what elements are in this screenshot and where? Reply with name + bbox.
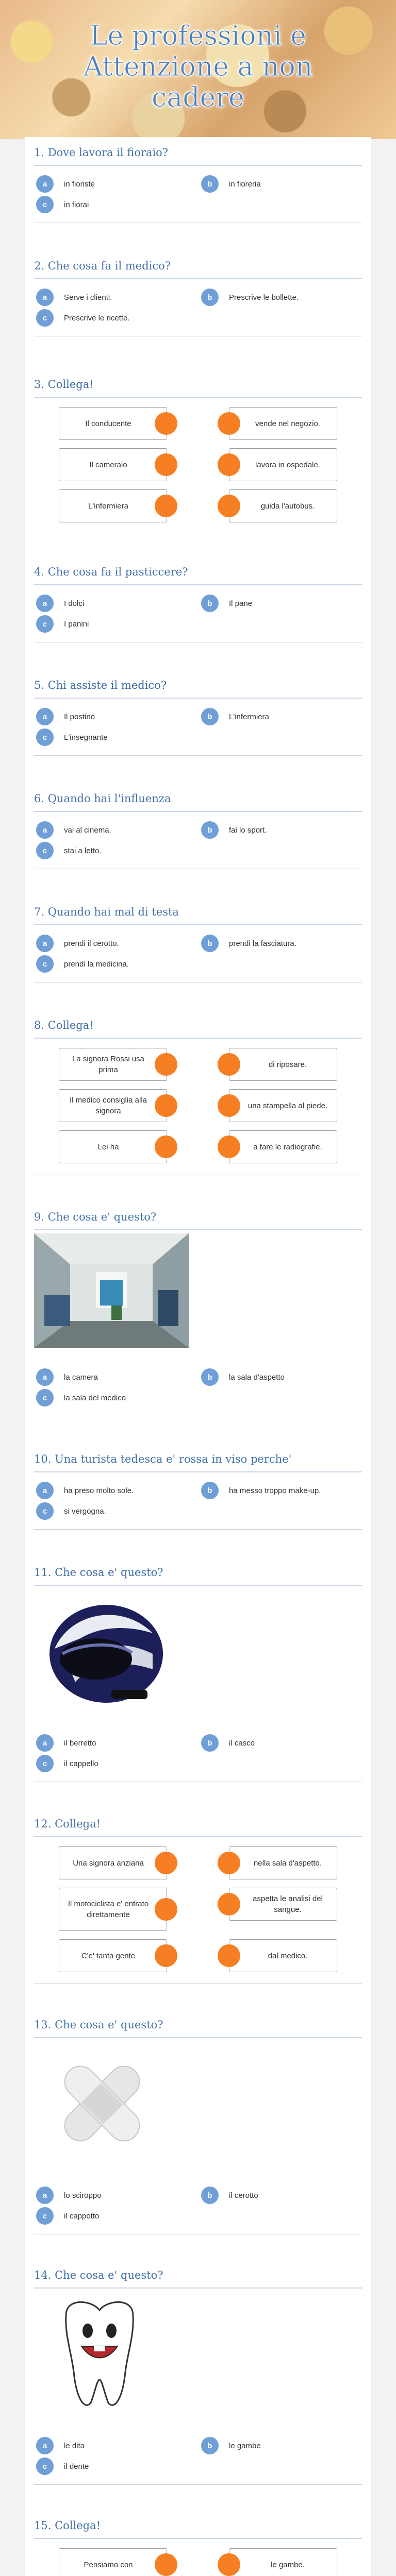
- letter-badge: b: [201, 1482, 219, 1499]
- letter-badge: a: [36, 175, 54, 193]
- question-title: 6. Quando hai l'influenza: [34, 792, 171, 805]
- option-a[interactable]: [36, 1368, 98, 1386]
- match-connector[interactable]: [155, 412, 177, 435]
- divider: [34, 165, 362, 166]
- option-label: ha messo troppo make-up.: [229, 1486, 321, 1495]
- option-label: in fioreria: [229, 179, 261, 189]
- question-title: 11. Che cosa e' questo?: [34, 1566, 163, 1579]
- option-label: in fiorai: [64, 200, 89, 209]
- option-label: Prescrive le bollette.: [229, 293, 299, 302]
- match-connector[interactable]: [218, 1852, 240, 1874]
- letter-badge: a: [36, 935, 54, 952]
- option-b[interactable]: [201, 1368, 285, 1386]
- option-label: il berretto: [64, 1738, 96, 1748]
- title-line: Attenzione a non: [83, 52, 313, 82]
- match-left-item[interactable]: La signora Rossi usa prima: [59, 1048, 167, 1081]
- match-left-item[interactable]: L'infermiera: [59, 489, 167, 522]
- match-connector[interactable]: [155, 1944, 177, 1967]
- letter-badge: b: [201, 2187, 219, 2204]
- match-connector[interactable]: [155, 1852, 177, 1874]
- match-connector[interactable]: [155, 1136, 177, 1158]
- match-left-item[interactable]: C'e' tanta gente: [59, 1939, 167, 1972]
- option-a[interactable]: [36, 821, 111, 839]
- question-title: 2. Che cosa fa il medico?: [34, 260, 171, 272]
- option-c[interactable]: [36, 842, 102, 859]
- letter-badge: c: [36, 196, 54, 213]
- divider: [34, 924, 362, 925]
- match-connector[interactable]: [218, 1944, 240, 1967]
- option-label: prendi la fasciatura.: [229, 939, 296, 948]
- option-label: Il postino: [64, 712, 95, 721]
- letter-badge: c: [36, 728, 54, 746]
- match-connector[interactable]: [155, 1053, 177, 1076]
- option-c[interactable]: [36, 1502, 106, 1520]
- option-label: il cerotto: [229, 2191, 258, 2200]
- option-a[interactable]: [36, 2437, 85, 2454]
- option-b[interactable]: [201, 935, 296, 952]
- letter-badge: c: [36, 309, 54, 327]
- header-banner: [0, 0, 396, 139]
- match-connector[interactable]: [218, 2553, 240, 2576]
- option-c[interactable]: [36, 1755, 98, 1772]
- match-right-item[interactable]: dal medico.: [229, 1939, 337, 1972]
- match-left-item[interactable]: Una signora anziana: [59, 1846, 167, 1879]
- question-title: 10. Una turista tedesca e' rossa in viso perche': [34, 1453, 292, 1465]
- question-title: 13. Che cosa e' questo?: [34, 2019, 163, 2031]
- match-right-item[interactable]: le gambe.: [229, 2548, 337, 2576]
- option-a[interactable]: [36, 175, 95, 193]
- letter-badge: c: [36, 1755, 54, 1772]
- divider: [34, 2037, 362, 2038]
- match-connector[interactable]: [155, 2553, 177, 2576]
- divider: [34, 2538, 362, 2539]
- option-label: stai a letto.: [64, 846, 102, 855]
- option-a[interactable]: [36, 289, 112, 306]
- match-connector[interactable]: [218, 1053, 240, 1076]
- option-label: prendi la medicina.: [64, 959, 129, 969]
- option-label: I panini: [64, 619, 89, 629]
- divider: [34, 811, 362, 812]
- letter-badge: c: [36, 1389, 54, 1406]
- option-c[interactable]: [36, 728, 108, 746]
- divider: [34, 2484, 362, 2485]
- letter-badge: b: [201, 821, 219, 839]
- option-label: L'infermiera: [229, 712, 269, 721]
- letter-badge: a: [36, 708, 54, 725]
- option-c[interactable]: [36, 2458, 89, 2475]
- match-connector[interactable]: [155, 1094, 177, 1117]
- letter-badge: c: [36, 955, 54, 973]
- page-title: [0, 21, 396, 113]
- question-title: 4. Che cosa fa il pasticcere?: [34, 566, 188, 578]
- option-label: la camera: [64, 1372, 98, 1382]
- divider: [34, 2287, 362, 2289]
- cartoon-tooth-image: [51, 2295, 148, 2413]
- match-left-item[interactable]: Il cameraio: [59, 448, 167, 481]
- option-label: lo sciroppo: [64, 2191, 102, 2200]
- letter-badge: b: [201, 708, 219, 725]
- divider: [34, 278, 362, 279]
- match-left-item[interactable]: Il conducente: [59, 407, 167, 440]
- letter-badge: a: [36, 595, 54, 612]
- match-right-item[interactable]: di riposare.: [229, 1048, 337, 1081]
- divider: [34, 397, 362, 398]
- option-b[interactable]: [201, 708, 269, 725]
- match-right-item[interactable]: una stampella al piede.: [229, 1089, 337, 1122]
- option-a[interactable]: [36, 2187, 102, 2204]
- adhesive-bandage-image: [45, 2044, 159, 2163]
- option-a[interactable]: [36, 708, 95, 725]
- option-label: vai al cinema.: [64, 825, 111, 835]
- match-connector[interactable]: [218, 412, 240, 435]
- letter-badge: a: [36, 1368, 54, 1386]
- quiz-card: [25, 137, 371, 2576]
- divider: [34, 698, 362, 699]
- match-right-item[interactable]: vende nel negozio.: [229, 407, 337, 440]
- match-right-item[interactable]: aspetta le analisi del sangue.: [229, 1888, 337, 1921]
- option-c[interactable]: [36, 955, 129, 973]
- match-right-item[interactable]: lavora in ospedale.: [229, 448, 337, 481]
- title-line: Le professioni e: [89, 21, 307, 52]
- option-label: prendi il cerotto.: [64, 939, 119, 948]
- letter-badge: a: [36, 289, 54, 306]
- option-c[interactable]: [36, 309, 130, 327]
- letter-badge: c: [36, 2458, 54, 2475]
- question-title: 9. Che cosa e' questo?: [34, 1211, 157, 1223]
- question-title: 12. Collega!: [34, 1818, 101, 1830]
- match-right-item[interactable]: guida l'autobus.: [229, 489, 337, 522]
- match-connector[interactable]: [218, 495, 240, 517]
- option-b[interactable]: [201, 1482, 321, 1499]
- letter-badge: b: [201, 289, 219, 306]
- divider: [34, 584, 362, 585]
- divider: [34, 1836, 362, 1837]
- option-a[interactable]: [36, 1734, 96, 1752]
- match-left-item[interactable]: Pensiamo con: [59, 2548, 167, 2576]
- letter-badge: b: [201, 1734, 219, 1752]
- letter-badge: c: [36, 1502, 54, 1520]
- option-label: Prescrive le ricette.: [64, 313, 130, 323]
- option-b[interactable]: [201, 2437, 261, 2454]
- letter-badge: b: [201, 595, 219, 612]
- option-a[interactable]: [36, 595, 84, 612]
- question-title: 3. Collega!: [34, 378, 94, 391]
- letter-badge: b: [201, 2437, 219, 2454]
- divider: [34, 1585, 362, 1586]
- match-connector[interactable]: [218, 1136, 240, 1158]
- question-title: 7. Quando hai mal di testa: [34, 906, 179, 918]
- letter-badge: a: [36, 1482, 54, 1499]
- option-label: Serve i clienti.: [64, 293, 112, 302]
- option-label: la sala del medico: [64, 1393, 126, 1402]
- letter-badge: a: [36, 2187, 54, 2204]
- option-b[interactable]: [201, 175, 261, 193]
- match-connector[interactable]: [155, 1898, 177, 1921]
- option-c[interactable]: [36, 615, 89, 633]
- title-line: cadere: [152, 82, 244, 113]
- letter-badge: a: [36, 1734, 54, 1752]
- option-a[interactable]: [36, 1482, 134, 1499]
- option-a[interactable]: [36, 935, 119, 952]
- divider: [34, 755, 362, 756]
- option-label: le gambe: [229, 2441, 261, 2450]
- match-connector[interactable]: [155, 495, 177, 517]
- option-label: le dita: [64, 2441, 85, 2450]
- option-b[interactable]: [201, 2187, 258, 2204]
- question-title: 8. Collega!: [34, 1019, 94, 1031]
- divider: [34, 1229, 362, 1230]
- match-left-item[interactable]: Lei ha: [59, 1130, 167, 1163]
- divider: [34, 1529, 362, 1530]
- divider: [34, 1471, 362, 1472]
- option-c[interactable]: [36, 2207, 99, 2225]
- question-title: 5. Chi assiste il medico?: [34, 679, 167, 691]
- option-b[interactable]: [201, 289, 299, 306]
- letter-badge: a: [36, 2437, 54, 2454]
- match-right-item[interactable]: a fare le radiografie.: [229, 1130, 337, 1163]
- option-c[interactable]: [36, 196, 89, 213]
- question-title: 14. Che cosa e' questo?: [34, 2269, 163, 2281]
- match-left-item[interactable]: Il medico consiglia alla signora: [59, 1089, 167, 1122]
- option-label: I dolci: [64, 599, 85, 608]
- match-right-item[interactable]: nella sala d'aspetto.: [229, 1846, 337, 1879]
- motorcycle-helmet-image: [34, 1592, 168, 1710]
- match-connector[interactable]: [218, 1094, 240, 1117]
- question-title: 15. Collega!: [34, 2519, 101, 2532]
- option-c[interactable]: [36, 1389, 126, 1406]
- option-b[interactable]: [201, 595, 252, 612]
- letter-badge: a: [36, 821, 54, 839]
- letter-badge: c: [36, 842, 54, 859]
- letter-badge: c: [36, 2207, 54, 2225]
- question-title: 1. Dove lavora il fioraio?: [34, 146, 169, 159]
- option-label: il cappello: [64, 1759, 98, 1768]
- match-connector[interactable]: [218, 1893, 240, 1916]
- letter-badge: b: [201, 935, 219, 952]
- waiting-room-photo: [34, 1233, 189, 1348]
- option-label: Il pane: [229, 599, 253, 608]
- option-label: la sala d'aspetto: [229, 1372, 285, 1382]
- option-b[interactable]: [201, 821, 267, 839]
- letter-badge: b: [201, 1368, 219, 1386]
- option-label: L'insegnante: [64, 733, 108, 742]
- option-label: fai lo sport.: [229, 825, 267, 835]
- option-label: il dente: [64, 2462, 89, 2471]
- option-label: si vergogna.: [64, 1506, 106, 1516]
- option-label: il casco: [229, 1738, 255, 1748]
- option-label: in fioriste: [64, 179, 95, 189]
- option-label: ha preso molto sole.: [64, 1486, 134, 1495]
- letter-badge: c: [36, 615, 54, 633]
- match-connector[interactable]: [218, 453, 240, 476]
- match-left-item[interactable]: Il motociclista e' entrato direttamente: [59, 1888, 167, 1931]
- letter-badge: b: [201, 175, 219, 193]
- option-label: il cappotto: [64, 2211, 100, 2221]
- match-connector[interactable]: [155, 453, 177, 476]
- option-b[interactable]: [201, 1734, 255, 1752]
- divider: [34, 1038, 362, 1039]
